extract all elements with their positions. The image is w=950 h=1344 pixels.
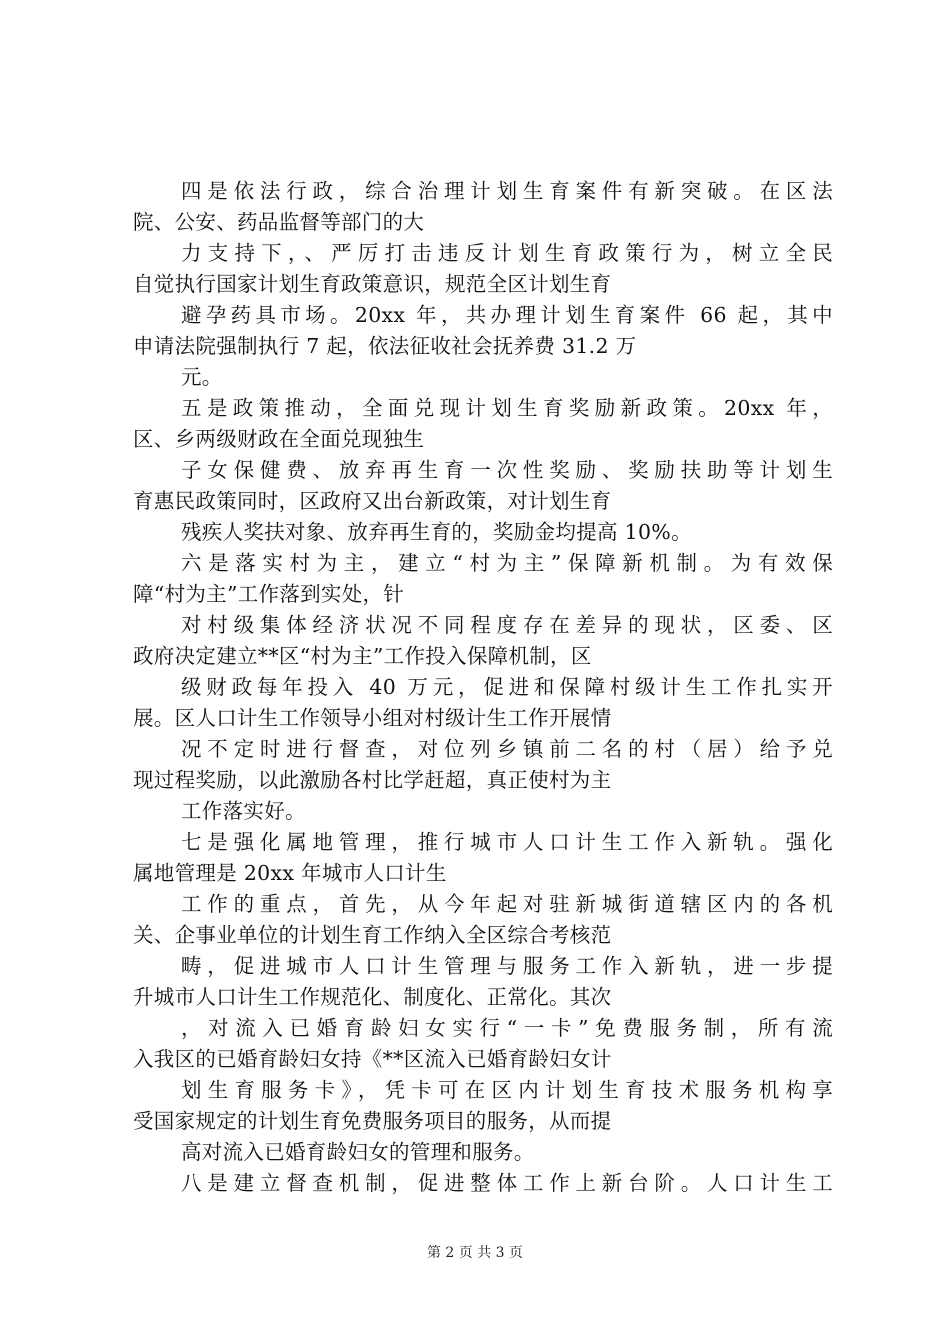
text-line: 障“村为主”工作落到实处，针 (133, 582, 405, 606)
text-line: 入我区的已婚育龄妇女持《**区流入已婚育龄妇女计 (133, 1047, 612, 1071)
text-line: 力支持下，、严厉打击违反计划生育政策行为，树立全民 (181, 241, 833, 265)
text-line: 畴，促进城市人口计生管理与服务工作入新轨，进一步提 (181, 954, 833, 978)
text-line: 展。区人口计生工作领导小组对村级计生工作开展情 (133, 706, 612, 730)
text-line: 八是建立督查机制，促进整体工作上新台阶。人口计生工 (181, 1171, 833, 1195)
text-line: 区、乡两级财政在全面兑现独生 (133, 427, 425, 451)
text-line: 申请法院强制执行 7 起，依法征收社会抚养费 31.2 万 (133, 334, 637, 358)
text-line: 六是落实村为主，建立“村为主”保障新机制。为有效保 (181, 551, 833, 575)
text-line: 对村级集体经济状况不同程度存在差异的现状，区委、区 (181, 613, 833, 637)
text-line: 划生育服务卡》，凭卡可在区内计划生育技术服务机构享 (181, 1078, 833, 1102)
text-line: 院、公安、药品监督等部门的大 (133, 210, 425, 234)
text-line: 高对流入已婚育龄妇女的管理和服务。 (181, 1140, 535, 1164)
text-line: 元。 (181, 365, 223, 389)
text-line: 七是强化属地管理，推行城市人口计生工作入新轨。强化 (181, 830, 833, 854)
text-line: 级财政每年投入 40 万元，促进和保障村级计生工作扎实开 (181, 675, 833, 699)
text-line: 避孕药具市场。20xx 年，共办理计划生育案件 66 起，其中 (181, 303, 833, 327)
text-line: ，对流入已婚育龄妇女实行“一卡”免费服务制，所有流 (181, 1016, 833, 1040)
text-line: 自觉执行国家计划生育政策意识，规范全区计划生育 (133, 272, 612, 296)
text-line: 关、企事业单位的计划生育工作纳入全区综合考核范 (133, 923, 612, 947)
text-line: 况不定时进行督查，对位列乡镇前二名的村（居）给予兑 (181, 737, 833, 761)
body-text (133, 176, 833, 1199)
text-line: 属地管理是 20xx 年城市人口计生 (133, 861, 447, 885)
text-line: 升城市人口计生工作规范化、制度化、正常化。其次 (133, 985, 612, 1009)
text-line: 残疾人奖扶对象、放弃再生育的，奖励金均提高 10%。 (181, 520, 692, 544)
text-line: 受国家规定的计划生育免费服务项目的服务，从而提 (133, 1109, 612, 1133)
page-footer: 第 2 页 共 3 页 (426, 1245, 524, 1261)
text-line: 五是政策推动，全面兑现计划生育奖励新政策。20xx 年， (181, 396, 833, 420)
text-line: 育惠民政策同时，区政府又出台新政策，对计划生育 (133, 489, 612, 513)
text-line: 四是依法行政，综合治理计划生育案件有新突破。在区法 (181, 179, 833, 203)
text-line: 工作落实好。 (181, 799, 306, 823)
text-line: 政府决定建立**区“村为主”工作投入保障机制，区 (133, 644, 592, 668)
text-line: 子女保健费、放弃再生育一次性奖励、奖励扶助等计划生 (181, 458, 833, 482)
text-line: 现过程奖励，以此激励各村比学赶超，真正使村为主 (133, 768, 612, 792)
text-line: 工作的重点，首先，从今年起对驻新城街道辖区内的各机 (181, 892, 833, 916)
